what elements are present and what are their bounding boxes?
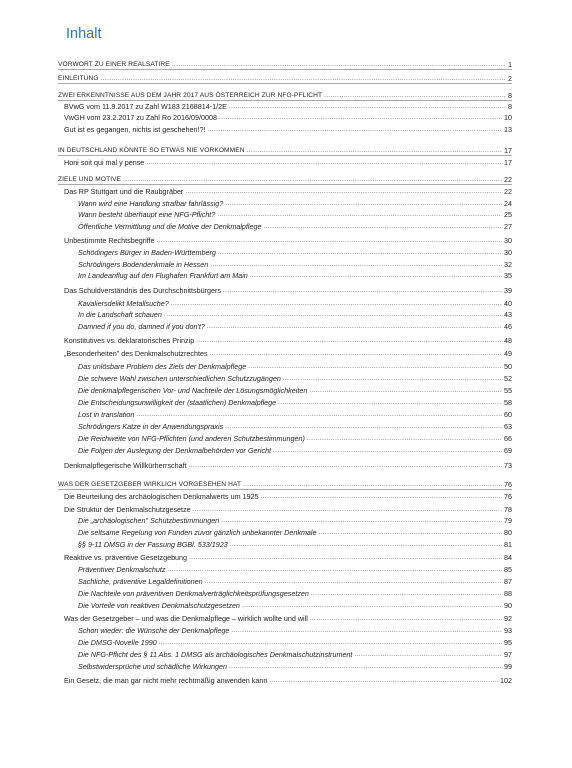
toc-page-number: 25 (504, 210, 512, 219)
toc-entry-title: VwGH vom 23.2.2017 zu Zahl Ro 2016/09/0008 (64, 113, 218, 122)
toc-leader-dots (207, 126, 502, 134)
toc-page-number: 63 (504, 422, 512, 431)
toc-entry[interactable] (64, 349, 512, 358)
toc-entry[interactable] (78, 374, 512, 383)
toc-page-number: 32 (504, 260, 512, 269)
toc-entry-title: BVwG vom 11.9.2017 zu Zahl W183 2168814-1/2E (64, 102, 227, 111)
toc-page-number: 8 (508, 102, 512, 111)
toc-entry-title: §§ 9-11 DMSG in der Fassung BGBl. 533/1923 (78, 540, 228, 549)
toc-entry[interactable] (64, 236, 512, 245)
toc-leader-dots (101, 75, 506, 83)
toc-entry[interactable] (64, 187, 512, 196)
toc-entry-title: Ein Gesetz, die man gar nicht mehr rechtmäßig anwenden kann (64, 676, 268, 685)
toc-entry-title: Selbstwidersprüche und schädliche Wirkungen (78, 662, 227, 671)
toc-entry-title: Im Landeanflug auf den Flughafen Frankfurt am Main (78, 271, 248, 280)
toc-page-number: 80 (504, 528, 512, 537)
toc-page-number: 17 (504, 146, 512, 155)
toc-page-number: 69 (504, 446, 512, 455)
toc-entry-title: Damned if you do, damned if you don't? (78, 322, 205, 331)
toc-page-number: 55 (504, 386, 512, 395)
toc-leader-dots (159, 639, 502, 647)
toc-entry[interactable] (78, 322, 512, 331)
toc-entry[interactable] (78, 398, 512, 407)
toc-entry[interactable] (64, 102, 512, 111)
toc-entry-title: Die schwere Wahl zwischen unterschiedlichen Schutzzugängen (78, 374, 281, 383)
toc-leader-dots (189, 462, 502, 470)
toc-leader-dots (164, 311, 502, 319)
toc-entry-title: Denkmalpflegerische Willkürherrschaft (64, 461, 187, 470)
toc-leader-dots (247, 147, 502, 155)
toc-leader-dots (157, 237, 502, 245)
toc-page-number: 8 (508, 91, 512, 100)
toc-page-number: 22 (504, 187, 512, 196)
toc-entry-title: WAS DER GESETZGEBER WIRKLICH VORGESEHEN HAT (58, 481, 242, 488)
toc-entry[interactable] (78, 260, 512, 269)
toc-leader-dots (210, 261, 502, 269)
toc-entry-title: Was der Gesetzgeber – und was die Denkmalpflege – wirklich wollte und will (64, 614, 308, 623)
toc-entry-title: Schrödingers Bodendenkmale in Hessen (78, 260, 209, 269)
toc-entry-title: Reaktive vs. präventive Gesetzgebung (64, 553, 188, 562)
toc-entry[interactable] (58, 175, 512, 185)
toc-entry[interactable] (58, 74, 512, 84)
toc-entry-title: Die denkmalpflegerischen Vor- und Nachteile der Lösungsmöglichkeiten (78, 386, 308, 395)
toc-page-number: 22 (504, 175, 512, 184)
toc-page-number: 66 (504, 434, 512, 443)
toc-page-number: 88 (504, 589, 512, 598)
toc-leader-dots (278, 399, 502, 407)
toc-leader-dots (171, 300, 502, 308)
toc-leader-dots (324, 92, 506, 100)
toc-entry[interactable] (78, 210, 512, 219)
toc-entry-title: ZIELE UND MOTIVE (58, 176, 122, 183)
toc-leader-dots (225, 200, 502, 208)
toc-page-number: 49 (504, 349, 512, 358)
toc-entry-title: Konstitutives vs. deklaratorisches Prinzip (64, 336, 195, 345)
toc-leader-dots (185, 188, 502, 196)
toc-leader-dots (219, 114, 502, 122)
toc-leader-dots (309, 387, 502, 395)
toc-page-number: 52 (504, 374, 512, 383)
toc-entry-title: Präventiver Denkmalschutz (78, 565, 166, 574)
toc-page-number: 30 (504, 248, 512, 257)
toc-entry-title: Die Struktur der Denkmalschutzgesetze (64, 505, 191, 514)
toc-leader-dots (167, 566, 502, 574)
toc-page-number: 76 (504, 480, 512, 489)
toc-entry[interactable] (78, 565, 512, 574)
toc-entry-title: Schödingers Bürger in Baden-Württemberg (78, 248, 216, 257)
toc-page-number: 97 (504, 650, 512, 659)
toc-entry-title: Die Reichweite von NFG-Pflichten (und anderen Schutzbestimmungen) (78, 434, 305, 443)
toc-page-number: 48 (504, 336, 512, 345)
toc-page-number: 99 (504, 662, 512, 671)
toc-entry[interactable] (78, 577, 512, 586)
toc-entry[interactable] (78, 589, 512, 598)
toc-page-number: 2 (508, 74, 512, 83)
toc-leader-dots (172, 61, 506, 69)
toc-page-number: 90 (504, 601, 512, 610)
toc-leader-dots (319, 529, 502, 537)
toc-entry-title: Die Beurteilung des archäologischen Denkmalwerts um 1925 (64, 492, 259, 501)
toc-entry[interactable] (78, 528, 512, 537)
page-title: Inhalt (66, 26, 102, 42)
toc-leader-dots (218, 249, 502, 257)
toc-entry-title: VORWORT ZU EINER REALSATIRE (58, 61, 170, 68)
toc-page-number: 30 (504, 236, 512, 245)
toc-leader-dots (261, 493, 502, 501)
toc-entry[interactable] (58, 91, 512, 101)
toc-page-number: 58 (504, 398, 512, 407)
toc-entry[interactable] (78, 271, 512, 280)
toc-leader-dots (269, 677, 498, 685)
toc-entry[interactable] (58, 146, 512, 156)
toc-leader-dots (243, 481, 502, 489)
toc-entry[interactable] (78, 299, 512, 308)
toc-leader-dots (307, 435, 502, 443)
toc-entry[interactable] (64, 461, 512, 470)
toc-leader-dots (242, 602, 502, 610)
toc-leader-dots (311, 590, 502, 598)
toc-entry-title: Unbestimmte Rechtsbegriffe (64, 236, 155, 245)
toc-page-number: 13 (504, 125, 512, 134)
toc-entry[interactable] (64, 113, 512, 122)
toc-entry[interactable] (64, 505, 512, 514)
toc-entry-title: Wann wird eine Handlung strafbar fahrlässig? (78, 199, 224, 208)
toc-entry[interactable] (58, 60, 512, 70)
toc-leader-dots (283, 375, 502, 383)
toc-leader-dots (221, 517, 502, 525)
toc-entry-title: Die Folgen der Auslegung der Denkmalbehörden vor Gericht (78, 446, 272, 455)
toc-entry-title: ZWEI ERKENNTNISSE AUS DEM JAHR 2017 AUS ÖSTERREICH ZUR NFG-PFLICHT (58, 92, 323, 99)
toc-page-number: 102 (500, 676, 512, 685)
toc-leader-dots (229, 103, 506, 111)
toc-page-number: 78 (504, 505, 512, 514)
toc-page-number: 79 (504, 516, 512, 525)
toc-leader-dots (217, 211, 502, 219)
toc-entry[interactable] (64, 125, 512, 134)
toc-page-number: 95 (504, 638, 512, 647)
toc-leader-dots (264, 223, 502, 231)
toc-entry-title: Honi soit qui mal y pense (64, 158, 145, 167)
toc-leader-dots (189, 554, 502, 562)
toc-leader-dots (230, 541, 502, 549)
toc-entry[interactable] (78, 410, 512, 419)
toc-leader-dots (207, 323, 502, 331)
toc-entry-title: Das Schuldverständnis des Durchschnittsbürgers (64, 286, 222, 295)
toc-entry-title: Sachliche, präventive Legaldefinitionen (78, 577, 203, 586)
toc-leader-dots (196, 337, 502, 345)
toc-leader-dots (146, 159, 502, 167)
toc-leader-dots (229, 663, 502, 671)
toc-page-number: 87 (504, 577, 512, 586)
toc-page-number: 81 (504, 540, 512, 549)
toc-entry-title: Die Entscheidungsunwilligkeit der (staatlichen) Denkmalpflege (78, 398, 277, 407)
toc-entry[interactable] (78, 199, 512, 208)
toc-leader-dots (136, 411, 502, 419)
toc-entry-title: Die „archäologischen" Schutzbestimmungen (78, 516, 220, 525)
toc-entry[interactable] (78, 650, 512, 659)
toc-page-number: 46 (504, 322, 512, 331)
toc-entry[interactable] (78, 362, 512, 371)
toc-entry-title: Das RP Stuttgart und die Raubgräber (64, 187, 184, 196)
toc-entry-title: Öffentliche Vermittlung und die Motive der Denkmalpflege (78, 222, 262, 231)
toc-entry-title: Die seltsame Regelung von Funden zuvor gänzlich unbekannter Denkmale (78, 528, 317, 537)
toc-entry-title: Die NFG-Pflicht des § 11 Abs. 1 DMSG als archäologisches Denkmalschutzinstrument (78, 650, 353, 659)
toc-leader-dots (248, 363, 502, 371)
toc-entry-title: Die Vorteile von reaktiven Denkmalschutzgesetzen (78, 601, 240, 610)
toc-page-number: 73 (504, 461, 512, 470)
toc-page-number: 50 (504, 362, 512, 371)
toc-entry-title: Lost in translation (78, 410, 135, 419)
toc-leader-dots (193, 506, 502, 514)
toc-leader-dots (250, 272, 502, 280)
toc-entry[interactable] (78, 540, 512, 549)
toc-entry[interactable] (78, 248, 512, 257)
toc-page-number: 24 (504, 199, 512, 208)
toc-page-number: 1 (508, 60, 512, 69)
toc-entry-title: „Besonderheiten" des Denkmalschutzrechtes (64, 349, 208, 358)
toc-page-number: 85 (504, 565, 512, 574)
toc-page-number: 84 (504, 553, 512, 562)
toc-entry[interactable] (78, 310, 512, 319)
toc-entry-title: Das unlösbare Problem des Ziels der Denkmalpflege (78, 362, 247, 371)
toc-page-number: 39 (504, 286, 512, 295)
toc-page-number: 93 (504, 626, 512, 635)
toc-leader-dots (354, 651, 502, 659)
toc-page-number: 43 (504, 310, 512, 319)
toc-entry[interactable] (78, 638, 512, 647)
toc-entry[interactable] (78, 422, 512, 431)
toc-leader-dots (210, 350, 502, 358)
toc-page-number: 92 (504, 614, 512, 623)
toc-entry-title: Schrödingers Katze in der Anwendungspraxis (78, 422, 224, 431)
toc-entry[interactable] (78, 662, 512, 671)
toc-entry[interactable] (78, 386, 512, 395)
toc-entry-title: Die DMSG-Novelle 1990 (78, 638, 157, 647)
toc-entry-title: Kavaliersdelikt Metallsuche? (78, 299, 169, 308)
toc-entry[interactable] (58, 480, 512, 490)
toc-entry-title: In die Landschaft schauen (78, 310, 162, 319)
toc-entry[interactable] (64, 336, 512, 345)
toc-leader-dots (223, 287, 502, 295)
toc-page-number: 10 (504, 113, 512, 122)
toc-page-number: 40 (504, 299, 512, 308)
toc-entry[interactable] (78, 626, 512, 635)
toc-entry-title: EINLEITUNG (58, 75, 99, 82)
toc-entry[interactable] (78, 222, 512, 231)
toc-entry[interactable] (64, 286, 512, 295)
toc-entry[interactable] (78, 516, 512, 525)
toc-entry[interactable] (64, 553, 512, 562)
toc-entry[interactable] (78, 446, 512, 455)
toc-entry[interactable] (64, 492, 512, 501)
toc-leader-dots (205, 578, 502, 586)
toc-entry-title: Schon wieder: die Wünsche der Denkmalpflege (78, 626, 230, 635)
toc-entry[interactable] (64, 158, 512, 167)
toc-entry[interactable] (78, 601, 512, 610)
toc-entry[interactable] (64, 614, 512, 623)
toc-entry-title: Die Nachteile von präventiven Denkmalverträglichkeitsprüfungsgesetzen (78, 589, 309, 598)
toc-entry-title: IN DEUTSCHLAND KÖNNTE SO ETWAS NIE VORKOMMEN (58, 147, 245, 154)
toc-entry[interactable] (78, 434, 512, 443)
toc-page-number: 60 (504, 410, 512, 419)
toc-leader-dots (231, 627, 502, 635)
toc-entry-title: Wann besteht überhaupt eine NFG-Pflicht? (78, 210, 216, 219)
toc-page-number: 35 (504, 271, 512, 280)
toc-leader-dots (273, 447, 502, 455)
toc-page-number: 27 (504, 222, 512, 231)
toc-page-number: 76 (504, 492, 512, 501)
toc-leader-dots (123, 176, 502, 184)
toc-page-number: 17 (504, 158, 512, 167)
toc-entry[interactable] (64, 676, 512, 685)
toc-entry-title: Gut ist es gegangen, nichts ist geschehen!?! (64, 125, 206, 134)
toc-leader-dots (225, 423, 502, 431)
toc-leader-dots (310, 615, 502, 623)
